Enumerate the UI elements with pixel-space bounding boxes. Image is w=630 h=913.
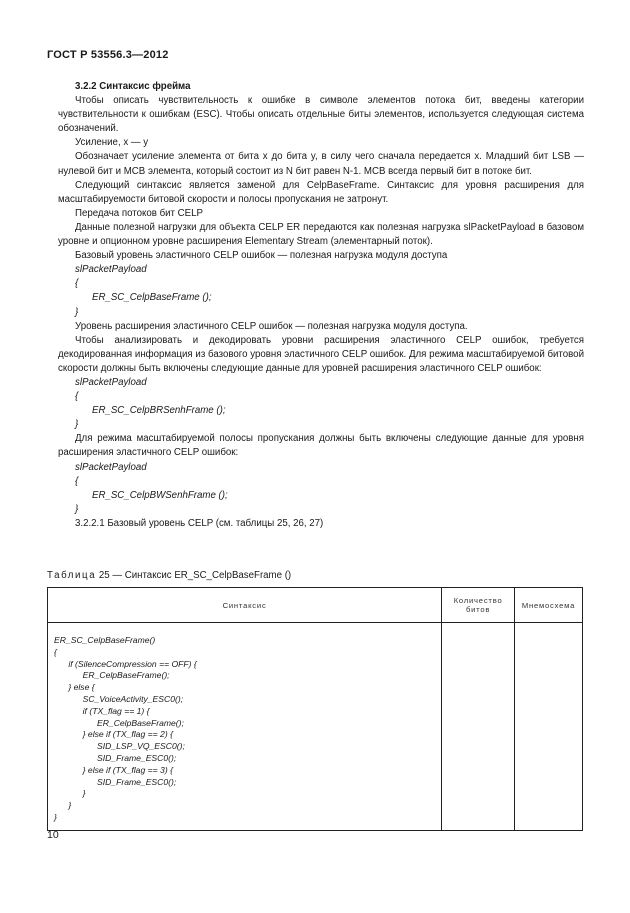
code-line: } — [54, 800, 72, 811]
code-line: { — [54, 646, 57, 657]
code-line: } else { — [54, 682, 95, 693]
table-caption-prefix: Таблица — [47, 570, 97, 581]
code-line: SID_Frame_ESC0(); — [54, 752, 177, 763]
paragraph: Данные полезной нагрузки для объекта CELP ER передаются как полезная нагрузка slPacketPayload в базовом уровне и опционном уровне расширения Elementary Stream (элементарный поток). — [58, 221, 584, 248]
table-caption — [47, 570, 291, 581]
code-line: ER_SC_CelpBRSenhFrame (); — [92, 405, 226, 417]
syntax-code-cell — [48, 623, 442, 831]
code-line: SC_VoiceActivity_ESC0(); — [54, 693, 184, 704]
table-row — [48, 623, 583, 831]
code-line: { — [75, 278, 79, 290]
page-header: ГОСТ Р 53556.3—2012 — [47, 49, 169, 61]
code-line: ER_SC_CelpBaseFrame() — [54, 635, 156, 645]
table-header-row — [48, 588, 583, 623]
code-line: } — [54, 788, 86, 799]
code-line: ER_SC_CelpBWSenhFrame (); — [92, 489, 228, 501]
code-line: } — [75, 503, 79, 515]
subsection-title: 3.2.2.1 Базовый уровень CELP (см. таблицы 25, 26, 27) — [75, 517, 324, 529]
code-line: SID_LSP_VQ_ESC0(); — [54, 741, 185, 752]
code-line: } — [75, 419, 79, 431]
code-line: slPacketPayload — [75, 376, 147, 388]
bits-cell — [442, 623, 515, 831]
page-number: 10 — [47, 829, 59, 841]
mnemonic-cell — [515, 623, 583, 831]
column-header-bits: Количество битов — [442, 588, 515, 623]
paragraph: Уровень расширения эластичного CELP ошибок — полезная нагрузка модуля доступа. — [75, 320, 468, 332]
paragraph: Чтобы описать чувствительность к ошибке в символе элементов потока бит, введены категории чувствительности к ошибкам (ESC). Чтобы описать отдельные биты элементов, используется следующая система обозначений. — [58, 95, 584, 135]
code-line: { — [75, 475, 79, 487]
paragraph: Чтобы анализировать и декодировать уровни расширения эластичного CELP ошибок, требуется декодированная информация из базового уровня эластичного CELP ошибок. Для режима масштабируемой битовой скорости должны быть включены следующие данные для уровней расширения эластичного CELP ошибок: — [58, 334, 584, 374]
syntax-table — [47, 587, 583, 831]
code-line: } — [54, 811, 57, 822]
column-header-mnemonic: Мнемосхема — [515, 588, 583, 623]
paragraph: Базовый уровень эластичного CELP ошибок — полезная нагрузка модуля доступа — [75, 250, 448, 262]
paragraph: Передача потоков бит CELP — [75, 207, 203, 219]
code-line: ER_CelpBaseFrame(); — [54, 670, 170, 681]
paragraph: Для режима масштабируемой полосы пропускания должны быть включены следующие данные для уровня расширения эластичного CELP ошибок: — [58, 433, 584, 459]
code-line: SID_Frame_ESC0(); — [54, 776, 177, 787]
body-text — [58, 80, 584, 531]
table-caption-text: 25 — Синтаксис ER_SC_CelpBaseFrame () — [96, 570, 292, 581]
paragraph: Следующий синтаксис является заменой для CelpBaseFrame. Синтаксис для уровня расширения для масштабируемости битовой скорости и полосы пропускания не затронут. — [58, 179, 584, 205]
code-line: slPacketPayload — [75, 461, 147, 473]
column-header-syntax: Синтаксис — [48, 588, 442, 623]
paragraph: Обозначает усиление элемента от бита x до бита y, в силу чего сначала передается x. Младший бит LSB — нулевой бит и MCB элемента, который состоит из N бит равен N-1. MCB всегда первый бит в потоке бит. — [58, 151, 584, 177]
code-line: ER_CelpBaseFrame(); — [54, 717, 184, 728]
section-title: 3.2.2 Синтаксис фрейма — [75, 81, 191, 92]
code-line: if (TX_flag == 1) { — [54, 705, 150, 716]
code-line: if (SilenceCompression == OFF) { — [54, 658, 197, 669]
code-line: } else if (TX_flag == 3) { — [54, 764, 173, 775]
code-line: slPacketPayload — [75, 264, 147, 276]
code-line: } else if (TX_flag == 2) { — [54, 729, 173, 740]
paragraph: Усиление, x — y — [75, 137, 149, 149]
code-line: } — [75, 306, 79, 318]
code-line: ER_SC_CelpBaseFrame (); — [92, 292, 212, 304]
code-line: { — [75, 391, 79, 403]
